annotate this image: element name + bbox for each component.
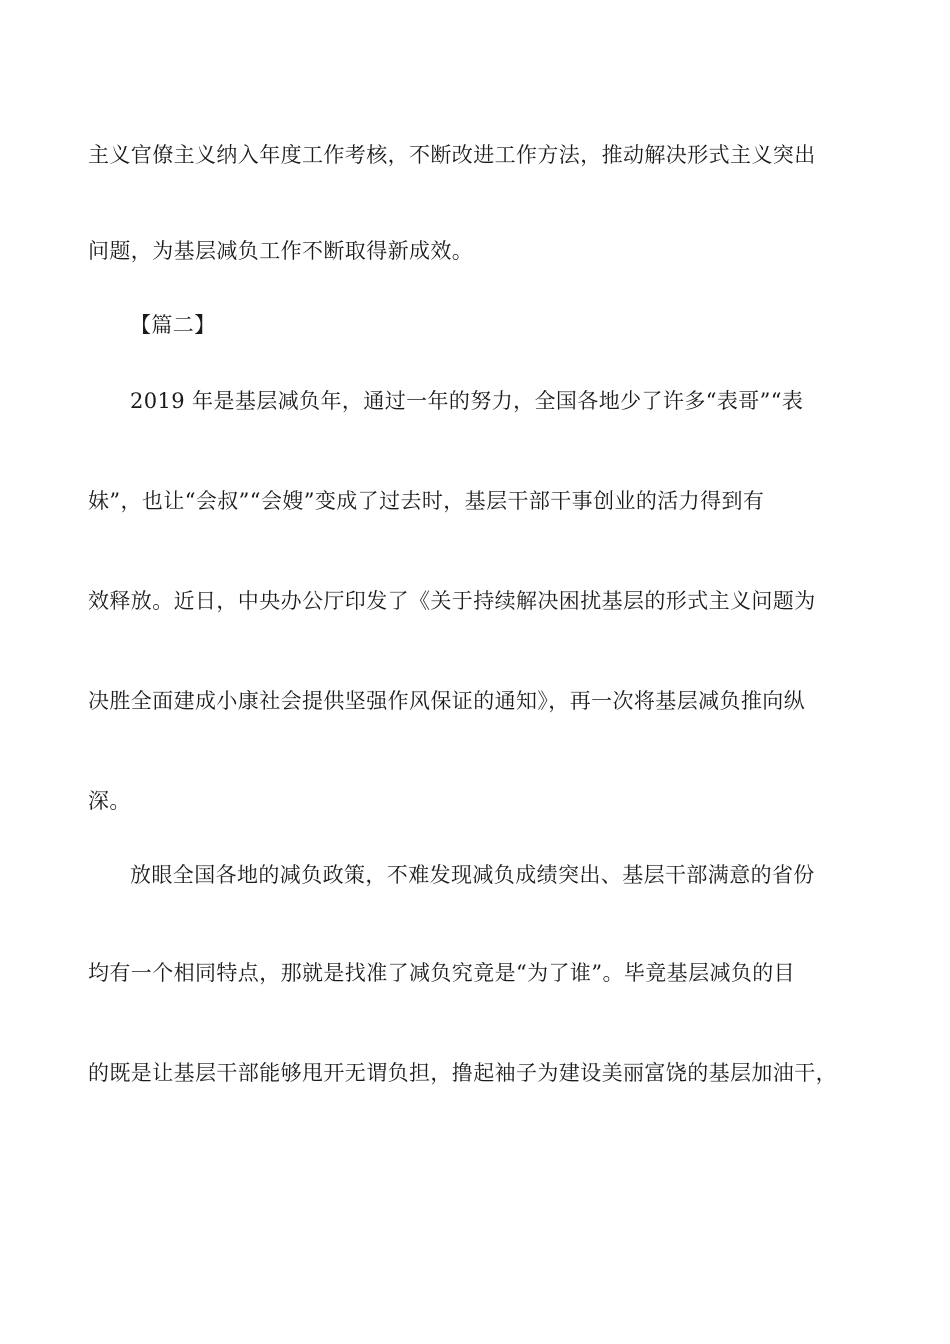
paragraph-line: 2019 年是基层减负年，通过一年的努力，全国各地少了许多“表哥”“表 bbox=[130, 389, 804, 413]
paragraph-line: 效释放。近日，中央办公厅印发了《关于持续解决困扰基层的形式主义问题为 bbox=[88, 589, 816, 613]
paragraph-line: 问题，为基层减负工作不断取得新成效。 bbox=[88, 239, 474, 263]
paragraph-line: 的既是让基层干部能够甩开无谓负担，撸起袖子为建设美丽富饶的基层加油干， bbox=[88, 1061, 837, 1085]
paragraph-line: 决胜全面建成小康社会提供坚强作风保证的通知》，再一次将基层减负推向纵 bbox=[88, 689, 806, 713]
section-heading: 【篇二】 bbox=[130, 313, 216, 337]
paragraph-line: 妹”，也让“会叔”“会嫂”变成了过去时，基层干部干事创业的活力得到有 bbox=[88, 489, 765, 513]
paragraph-line: 主义官僚主义纳入年度工作考核，不断改进工作方法，推动解决形式主义突出 bbox=[88, 143, 816, 167]
paragraph-line: 放眼全国各地的减负政策，不难发现减负成绩突出、基层干部满意的省份 bbox=[130, 863, 815, 887]
paragraph-line: 深。 bbox=[88, 789, 131, 813]
paragraph-line: 均有一个相同特点，那就是找准了减负究竟是“为了谁”。毕竟基层减负的目 bbox=[88, 961, 796, 985]
